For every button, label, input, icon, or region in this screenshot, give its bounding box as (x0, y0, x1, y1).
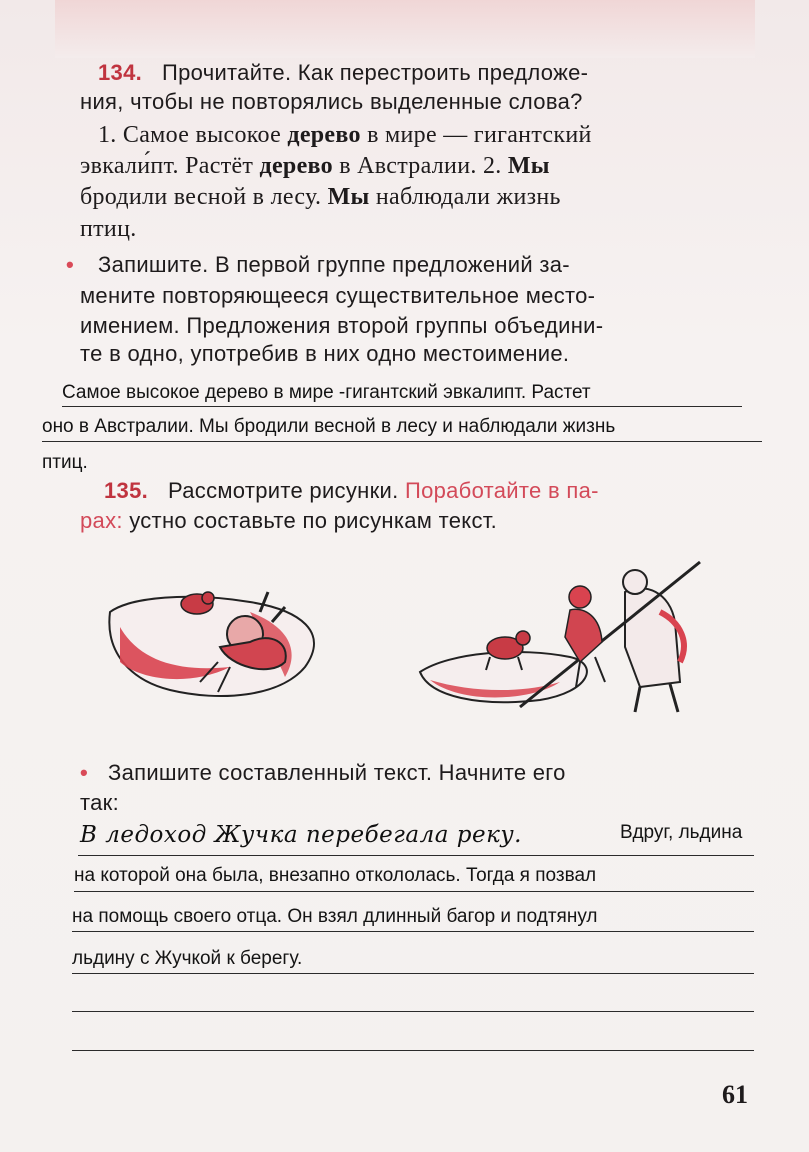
page-number: 61 (722, 1080, 748, 1109)
p135c: рах: (80, 508, 123, 533)
ex134-number: 134. (98, 60, 143, 85)
ex134-prompt-text-2: ния, чтобы не повторялись выделенные слова? (80, 89, 583, 114)
ex134-text-line4 (80, 216, 137, 243)
writing-rule (62, 406, 742, 407)
task1: Запишите. В первой группе предложений за- (98, 252, 570, 277)
p135d: устно составьте по рисункам текст. (122, 508, 498, 533)
top-band (55, 0, 755, 58)
ex135-answer-line1: Вдруг, льдина (620, 822, 743, 843)
ex135-answer-line4: льдину с Жучкой к берегу. (72, 948, 303, 969)
ex134-bullet (66, 252, 74, 278)
writing-rule (72, 931, 754, 932)
ex134-task-line3 (80, 313, 603, 339)
bullet-icon: • (80, 760, 89, 785)
bullet-icon: • (66, 252, 75, 277)
ex134-prompt-line2 (80, 89, 730, 115)
bold-word-derevo-2: дерево (259, 153, 333, 179)
bold-word-my-2: Мы (327, 184, 370, 210)
t1a: 1. Самое высокое (98, 122, 288, 148)
ex135-prompt-line2 (80, 508, 497, 534)
ex134-answer-line1: Самое высокое дерево в мире -гигантский эвкалипт. Растет (62, 382, 591, 403)
task2: мените повторяющееся существительное место- (80, 283, 596, 308)
ex134-answer-line3: птиц. (42, 452, 88, 473)
t2c: в Австралии. 2. (332, 153, 508, 179)
ex134-text-line1 (98, 122, 738, 149)
writing-rule (72, 1011, 754, 1012)
writing-rule (72, 1050, 754, 1051)
ex135-prompt-text (168, 478, 599, 504)
bold-word-derevo-1: дерево (287, 122, 361, 148)
ex134-task-line2 (80, 283, 595, 309)
t2a: эвкали́пт. Растёт (80, 153, 260, 179)
p135b: Поработайте в па- (404, 478, 599, 503)
ex134-task-line1 (98, 252, 570, 278)
task3: имением. Предложения второй группы объедини- (80, 313, 604, 338)
t4: птиц. (80, 216, 137, 242)
writing-rule (72, 973, 754, 974)
writing-rule (74, 891, 754, 892)
ex135-bullet (80, 760, 88, 786)
ex134-answer-line2: оно в Австралии. Мы бродили весной в лесу и наблюдали жизнь (42, 416, 616, 437)
ex135-answer-line3: на помощь своего отца. Он взял длинный багор и подтянул (72, 906, 598, 927)
ex134-task-line4 (80, 341, 569, 367)
t3a: бродили весной в лесу. (80, 184, 328, 210)
ex135-task-line1 (108, 760, 748, 786)
p135a: Рассмотрите рисунки. (168, 478, 405, 503)
t3c: наблюдали жизнь (369, 184, 561, 210)
task135-1: Запишите составленный текст. Начните его (108, 760, 566, 785)
father-with-boathook-picture (410, 552, 720, 717)
writing-rule (78, 855, 754, 856)
task4: те в одно, употребив в них одно местоимение. (80, 341, 570, 366)
ex135-answer-line2: на которой она была, внезапно откололась. Тогда я позвал (74, 865, 597, 886)
ex134-text-line3 (80, 184, 740, 211)
ex135-prompt-line1 (104, 478, 148, 504)
bold-word-my-1: Мы (507, 153, 550, 179)
writing-rule (42, 441, 762, 442)
ex134-text-line2 (80, 153, 740, 180)
handwritten-start: В ледоход Жучка перебегала реку. (80, 822, 522, 848)
boy-and-dog-on-ice-floe-picture (100, 572, 350, 722)
t1c: в мире — гигантский (360, 122, 592, 148)
ex134-prompt-text (162, 60, 738, 86)
task135-2: так: (80, 790, 120, 815)
ex135-number: 135. (104, 478, 149, 503)
ex134-prompt-text-1: Прочитайте. Как перестроить предложе- (162, 60, 589, 85)
ex135-task-line2 (80, 790, 119, 816)
